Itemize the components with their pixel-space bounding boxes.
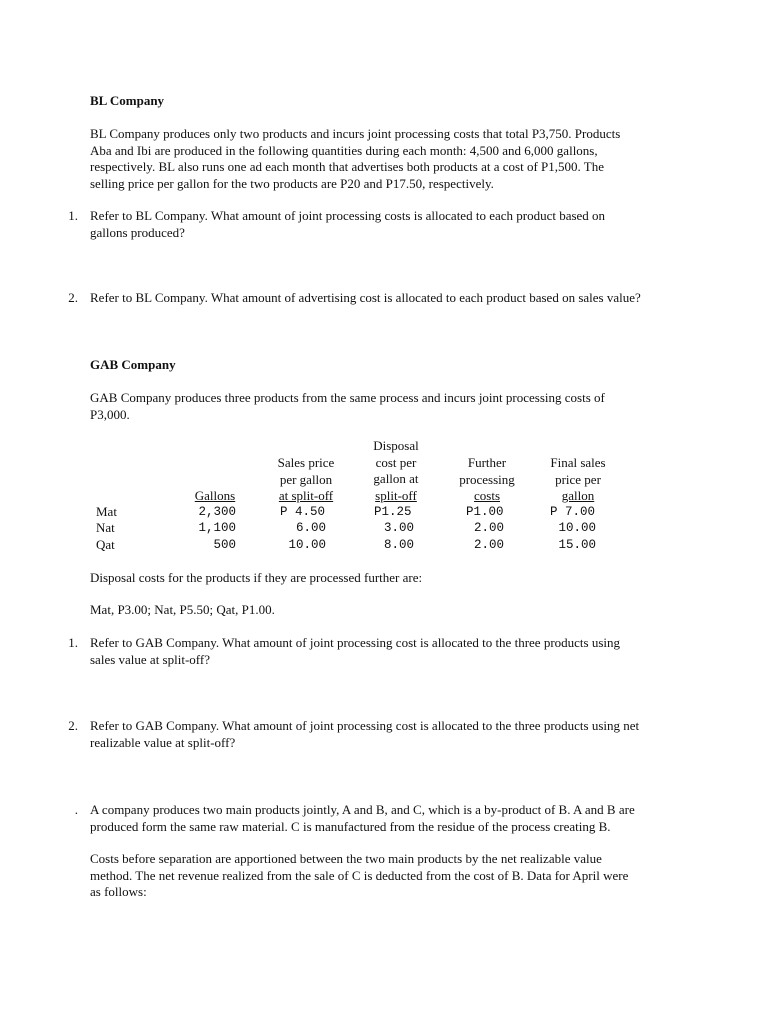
bl-intro: [90, 126, 690, 192]
gab-question-2: [90, 718, 700, 751]
gab-q1-number: 1.: [68, 635, 78, 650]
cell-further-processing: 2.00: [473, 538, 504, 552]
bl-question-1: [90, 208, 686, 241]
third-p1-line: A company produces two main products jointly, A and B, and C, which is a by-product of B. A and B are: [90, 802, 635, 817]
header-final-line: gallon: [561, 488, 595, 503]
third-p1-line: produced form the same raw material. C is manufactured from the residue of the process creating B.: [90, 818, 611, 834]
cell-gallons: 2,300: [198, 505, 236, 519]
gab-question-1: [90, 635, 686, 668]
bl-q2-number: 2.: [68, 290, 78, 305]
header-final-line: price per: [555, 471, 601, 487]
gab-q1-line: Refer to GAB Company. What amount of joint processing cost is allocated to the three products using: [90, 635, 621, 650]
header-sales-price: [268, 455, 344, 505]
bl-heading: BL Company: [90, 93, 165, 108]
gab-q2-line: realizable value at split-off?: [90, 734, 236, 750]
cell-final-sales: 15.00: [558, 538, 596, 552]
row-name: Qat: [96, 537, 115, 552]
header-sales-price-line: at split-off: [278, 488, 334, 503]
cell-disposal-cost: P1.25: [374, 505, 412, 519]
header-disposal-line: split-off: [375, 487, 417, 503]
cell-further-processing: P1.00: [466, 505, 504, 519]
header-disposal-line: gallon at: [373, 471, 419, 486]
gab-q2-number: 2.: [68, 718, 78, 733]
bl-q1-line: gallons produced?: [90, 224, 185, 240]
third-paragraph-1: [90, 802, 700, 835]
cell-final-sales: 10.00: [558, 521, 596, 535]
bl-intro-line: Aba and Ibi are produced in the following quantities during each month: 4,500 and 6,000 gallons,: [90, 142, 598, 158]
gab-intro-line: P3,000.: [90, 406, 130, 422]
header-sales-price-line: per gallon: [279, 471, 333, 487]
bl-q1-number: 1.: [68, 208, 78, 223]
header-sales-price-line: Sales price: [277, 455, 335, 470]
gab-heading: GAB Company: [90, 357, 176, 372]
cell-further-processing: 2.00: [473, 521, 504, 535]
gab-q1-line: sales value at split-off?: [90, 651, 210, 667]
gab-disposal-values: Mat, P3.00; Nat, P5.50; Qat, P1.00.: [90, 602, 275, 617]
third-paragraph-2: [90, 851, 700, 901]
header-disposal-line: cost per: [375, 454, 417, 470]
header-further-line: processing: [459, 471, 515, 487]
bl-intro-line: BL Company produces only two products and incurs joint processing costs that total P3,750. Products: [90, 126, 621, 141]
cell-gallons: 1,100: [198, 521, 236, 535]
row-name: Nat: [96, 520, 115, 535]
gab-q2-line: Refer to GAB Company. What amount of joint processing cost is allocated to the three products using net: [90, 718, 640, 733]
header-further-line: costs: [474, 488, 500, 503]
header-gallons: Gallons: [194, 488, 236, 503]
bl-q1-line: Refer to BL Company. What amount of joint processing costs is allocated to each product based on: [90, 208, 606, 223]
third-p2-line: as follows:: [90, 884, 147, 899]
cell-gallons: 500: [213, 538, 236, 552]
header-further-processing: [452, 455, 522, 505]
gab-intro: [90, 390, 690, 423]
third-p2-line: Costs before separation are apportioned between the two main products by the net realizable value: [90, 851, 602, 866]
third-number: .: [74, 802, 78, 817]
cell-disposal-cost: 8.00: [383, 538, 414, 552]
cell-sales-price: 10.00: [288, 538, 326, 552]
cell-sales-price: P 4.50: [280, 505, 326, 519]
header-disposal-line: Disposal: [373, 438, 419, 453]
gab-intro-line: GAB Company produces three products from the same process and incurs joint processing costs of: [90, 390, 605, 405]
bl-question-2: Refer to BL Company. What amount of advertising cost is allocated to each product based on sales value?: [90, 290, 641, 305]
cell-final-sales: P 7.00: [550, 505, 596, 519]
cell-disposal-cost: 3.00: [383, 521, 414, 535]
gab-disposal-note: Disposal costs for the products if they are processed further are:: [90, 570, 423, 585]
cell-sales-price: 6.00: [295, 521, 326, 535]
header-final-line: Final sales: [550, 455, 606, 470]
row-name: Mat: [96, 504, 117, 519]
bl-intro-line: respectively. BL also runs one ad each month that advertises both products at a cost of P1,500. The: [90, 159, 604, 174]
header-further-line: Further: [467, 455, 507, 470]
header-final-sales: [540, 455, 616, 505]
third-p2-line: method. The net revenue realized from the sale of C is deducted from the cost of B. Data for April were: [90, 867, 629, 883]
header-disposal-cost: [361, 438, 431, 504]
bl-intro-line: selling price per gallon for the two products are P20 and P17.50, respectively.: [90, 175, 494, 191]
